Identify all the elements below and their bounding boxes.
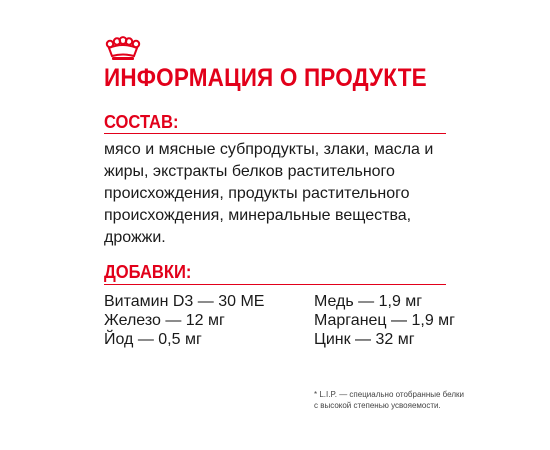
additive-item: Марганец — 1,9 мг	[314, 312, 455, 329]
composition-heading: СОСТАВ:	[104, 112, 179, 132]
additive-item: Медь — 1,9 мг	[314, 293, 423, 310]
footnote: * L.I.P. — специально отобранные белки с высокой степенью усвояемости.	[314, 390, 464, 410]
additive-item: Йод — 0,5 мг	[104, 331, 202, 348]
additives-heading: ДОБАВКИ:	[104, 262, 192, 282]
additives-left-column	[104, 292, 264, 349]
additive-item: Железо — 12 мг	[104, 312, 225, 329]
royal-crown-icon	[104, 36, 142, 62]
additives-divider	[104, 284, 446, 285]
composition-text: мясо и мясные субпродукты, злаки, масла и жиры, экстракты белков растительного происхождения, продукты растительного происхождения, минеральные вещества, дрожжи.	[104, 141, 434, 246]
additive-item: Витамин D3 — 30 МЕ	[104, 293, 265, 310]
page-title: ИНФОРМАЦИЯ О ПРОДУКТЕ	[104, 64, 427, 92]
additive-item: Цинк — 32 мг	[314, 331, 415, 348]
additives-right-column	[314, 292, 455, 349]
composition-divider	[104, 133, 446, 134]
